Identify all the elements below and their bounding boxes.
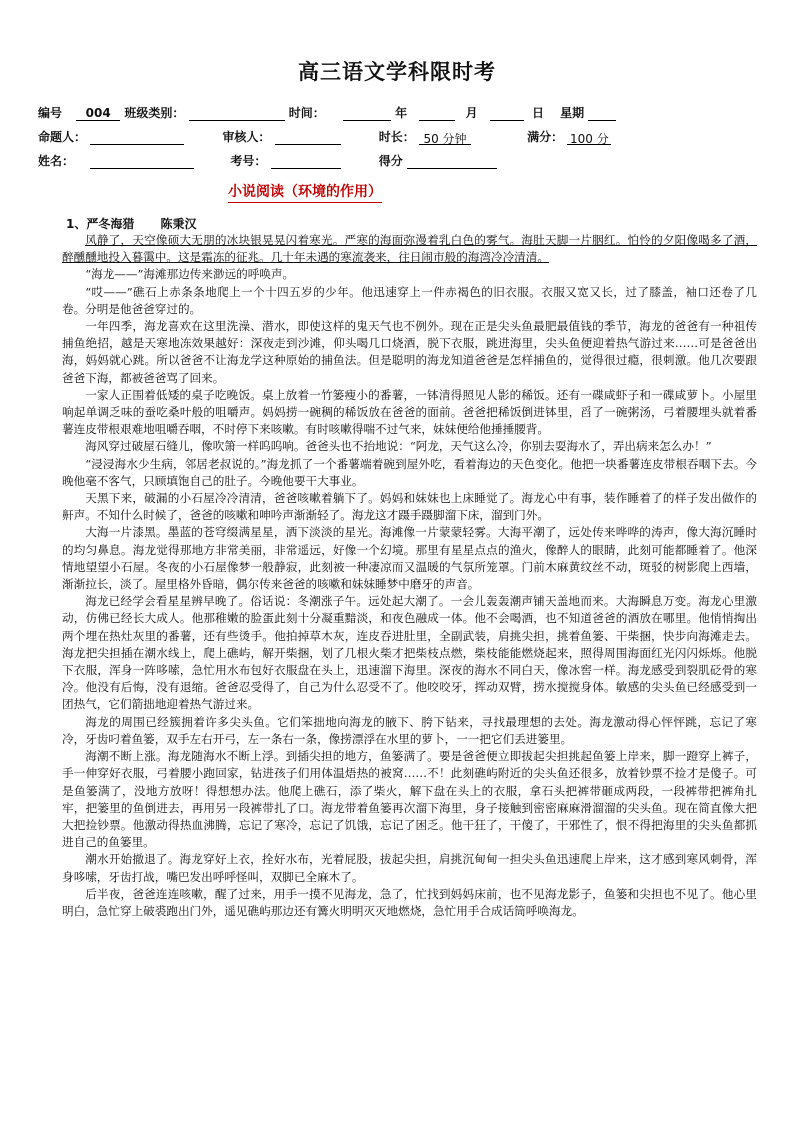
- score-value: 100 分: [567, 130, 611, 145]
- paragraph-7: “浸浸海水少生病，邻居老叔说的。”海龙抓了一个番薯端着碗到屋外吃，看着海边的天色变化。他把一块番薯连皮带根吞咽下去。今晚他毫不客气，只顾填饱自己的肚子。今晚他要干大事业。: [62, 456, 757, 488]
- exam-no-label: 考号：: [230, 154, 267, 168]
- header-row-3: [38, 152, 758, 169]
- week-label: 星期: [560, 106, 585, 120]
- month-field[interactable]: [419, 106, 455, 121]
- paragraph-13: 潮水开始撤退了。海龙穿好上衣，拴好水布，光着屁股，拔起尖担，肩挑沉甸甸一担尖头鱼迅速爬上岸来，这才感到寒风刺骨，浑身哆嗦，牙齿打战，嘴巴发出呼呼怪叫，双脚已全麻木了。: [62, 852, 757, 884]
- story-title: 1、严冬海猎: [66, 217, 135, 231]
- paragraph-1: 风静了，天空像硕大无朋的冰块银晃晃闪着寒光。严寒的海面弥漫着乳白色的雾气。海肚天脚一片胭红。怕怜的夕阳像喝多了酒，醉醺醺地投入暮霭中。这是霜冻的征兆。几十年未遇的寒流袭来，往日闹市般的海湾冷冷清清。: [62, 233, 757, 265]
- paragraph-14: 后半夜，爸爸连连咳嗽，醒了过来，用手一摸不见海龙，急了，忙找到妈妈床前，也不见海龙影子，鱼篓和尖担也不见了。他心里明白，急忙穿上破裘跑出门外，遥见礁屿那边还有篝火明明灭灭地燃烧，急忙用手合成话筒呼唤海龙。: [62, 886, 757, 918]
- paragraph-10: 海龙已经学会看星星辨早晚了。俗话说：冬潮涨子午。远处起大潮了。一会儿轰轰潮声铺天盖地而来。大海瞬息万变。海龙心里激动，仿佛已经长大成人。他那稚嫩的脸蛋此刻十分凝重黯淡，和夜色融成一体。他不会喝酒，也不知道爸爸的酒放在哪里。他悄悄掏出两个埋在热灶灰里的番薯，还有些烫手。他拍掉草木灰，连皮吞进肚里，全副武装，肩挑尖担，挑着鱼篓、干柴捆，快步向海滩走去。海龙把尖担插在潮水线上，爬上礁屿，解开柴捆，划了几根火柴才把柴枝点燃，柴枝能能燃烧起来，照得周围海面红光闪闪烁烁。他脱下衣服，浑身一阵哆嗦，急忙用水布包好衣服盘在头上，迅速溜下海里。深夜的海水不同白天，像冰窖一样。海龙感受到裂肌砭骨的寒冷。他没有后悔，没有退缩。爸爸忍受得了，自己为什么忍受不了。他咬咬牙，挥动双臂，捞水搅搅身体。敏感的尖头鱼已经感受到一团热气，它们箭拙地迎着热气游过来。: [62, 594, 757, 712]
- author-field[interactable]: [90, 130, 184, 145]
- class-field[interactable]: [189, 106, 285, 121]
- header-row-2: [38, 128, 758, 145]
- id-label: 编号: [38, 106, 63, 120]
- duration-label: 时长：: [378, 130, 415, 144]
- id-value: 004: [76, 106, 120, 121]
- paragraph-5: 一家人正围着低矮的桌子吃晚饭。桌上放着一竹篓瘦小的番薯，一钵清得照见人影的稀饭。还有一碟咸虾子和一碟咸萝卜。小屋里响起单调乏味的蚕吃桑叶般的咀嚼声。妈妈捞一碗稠的稀饭放在爸爸的面前。爸爸把稀饭倒进钵里，舀了一碗粥汤，弓着腰埋头就着番薯连皮带根艰难地咀嚼吞咽，不时停下来咳嗽。有时咳嗽得喘不过气来，妹妹便给他捶捶腰背。: [62, 387, 757, 437]
- story-body: [62, 232, 757, 920]
- year-field[interactable]: [343, 106, 391, 121]
- paragraph-9: 大海一片漆黑。墨蓝的苍穹缀满星星，洒下淡淡的星光。海滩像一片蒙蒙轻雾。大海平潮了，远处传来哗哗的涛声，像大海沉睡时的均匀鼻息。海龙觉得那地方非常美丽，非常遥远，好像一个幻境。那里有星星点点的渔火，像醉人的眼睛，此刻可能都睡着了。他深情地望望小石屋。冬夜的小石屋像梦一般静寂，此刻被一种凄凉而又温暖的气氛所笼罩。门前木麻黄纹丝不动，斑驳的树影爬上西墙，渐渐拉长，淡了。屋里格外昏暗，偶尔传来爸爸的咳嗽和妹妹睡梦中磨牙的声音。: [62, 525, 757, 592]
- name-label: 姓名：: [38, 154, 75, 168]
- reviewer-label: 审核人：: [222, 130, 271, 144]
- paragraph-4: 一年四季，海龙喜欢在这里洗澡、潜水，即使这样的鬼天气也不例外。现在正是尖头鱼最肥最值钱的季节，海龙的爸爸有一种祖传捕鱼绝招，越是天寒地冻效果越好：深夜走到沙滩，仰头喝几口烧酒，脱下衣服，跳进海里，尖头鱼便迎着热气游过来……可是爸爸出海，妈妈就心跳。所以爸爸不让海龙学这种原始的捕鱼法。但是聪明的海龙知道爸爸是怎样捕鱼的，觉得很过瘾，很刺激。他几次要跟爸爸下海，都被爸爸骂了回来。: [62, 319, 757, 385]
- paragraph-8: 天黑下来，破漏的小石屋冷冷清清，爸爸咳嗽着躺下了。妈妈和妹妹也上床睡觉了。海龙心中有事，装作睡着了的样子发出做作的鼾声。不知什么时候了，爸爸的咳嗽和呻吟声渐渐轻了。海龙这才蹑手蹑脚溜下床，溜到门外。: [62, 491, 757, 523]
- paragraph-11: 海龙的周围已经簇拥着许多尖头鱼。它们笨拙地向海龙的腋下、胯下钻来，寻找最理想的去处。海龙激动得心怦怦跳，忘记了寒冷，牙齿叼着鱼篓，双手左右开弓，左一条右一条，像捞漂浮在水里的萝卜，一一把它们丢进篓里。: [62, 714, 757, 746]
- paragraph-12: 海潮不断上涨。海龙随海水不断上浮。到插尖担的地方，鱼篓满了。要是爸爸便立即拔起尖担挑起鱼篓上岸来，脚一蹬穿上裤子，手一伸穿好衣服，弓着腰小跑回家，钻进孩子们用体温焐热的被窝……不！此刻礁屿附近的尖头鱼还很多，放着钞票不捡才是傻子。可是鱼篓满了，没地方放呀！得想想办法。他爬上礁石，添了柴火，解下盘在头上的衣服，拿石头把裤带砸成两段，一段裤带把裤角扎牢，把篓里的鱼倒进去，再用另一段裤带扎了口。海龙带着鱼篓再次溜下海里，身子接触到密密麻麻滑溜溜的尖头鱼。现在简直像大把大把捡钞票。他激动得热血沸腾，忘记了寒冷，忘记了饥饿，忘记了困乏。他干狂了，干傻了，干邪性了，恨不得把海里的尖头鱼都抓进自己的鱼篓里。: [62, 749, 757, 850]
- class-label: 班级类别：: [124, 106, 185, 120]
- story-heading: [66, 215, 197, 232]
- time-label: 时间：: [288, 106, 325, 120]
- score-label: 满分：: [527, 130, 564, 144]
- header-row-1: [38, 104, 758, 121]
- year-label: 年: [395, 106, 408, 120]
- reviewer-field[interactable]: [275, 130, 341, 145]
- week-field[interactable]: [588, 106, 616, 121]
- exam-no-field[interactable]: [271, 154, 341, 169]
- points-label: 得分: [378, 154, 403, 168]
- paragraph-2: “海龙——”海滩那边传来渺远的呼唤声。: [85, 267, 295, 282]
- points-field[interactable]: [407, 154, 497, 169]
- day-field[interactable]: [490, 106, 524, 121]
- month-label: 月: [465, 106, 478, 120]
- day-label: 日: [531, 106, 544, 120]
- name-field[interactable]: [90, 154, 194, 169]
- author-label: 命题人：: [38, 130, 87, 144]
- paragraph-6: 海风穿过破屋石缝儿，像吹箫一样呜呜响。爸爸头也不抬地说：“阿龙，天气这么冷，你别去耍海水了，弄出病来怎么办！”: [85, 439, 712, 454]
- paragraph-3: “哎——”礁石上赤条条地爬上一个十四五岁的少年。他迅速穿上一件赤褐色的旧衣服。衣服又宽又长，过了膝盖，袖口还卷了几卷。分明是他爸爸穿过的。: [62, 284, 757, 316]
- section-title: 小说阅读（环境的作用）: [228, 181, 382, 203]
- story-author: 陈秉汉: [160, 217, 197, 231]
- duration-value: 50 分钟: [419, 130, 471, 145]
- page-title: 高三语文学科限时考: [298, 60, 496, 84]
